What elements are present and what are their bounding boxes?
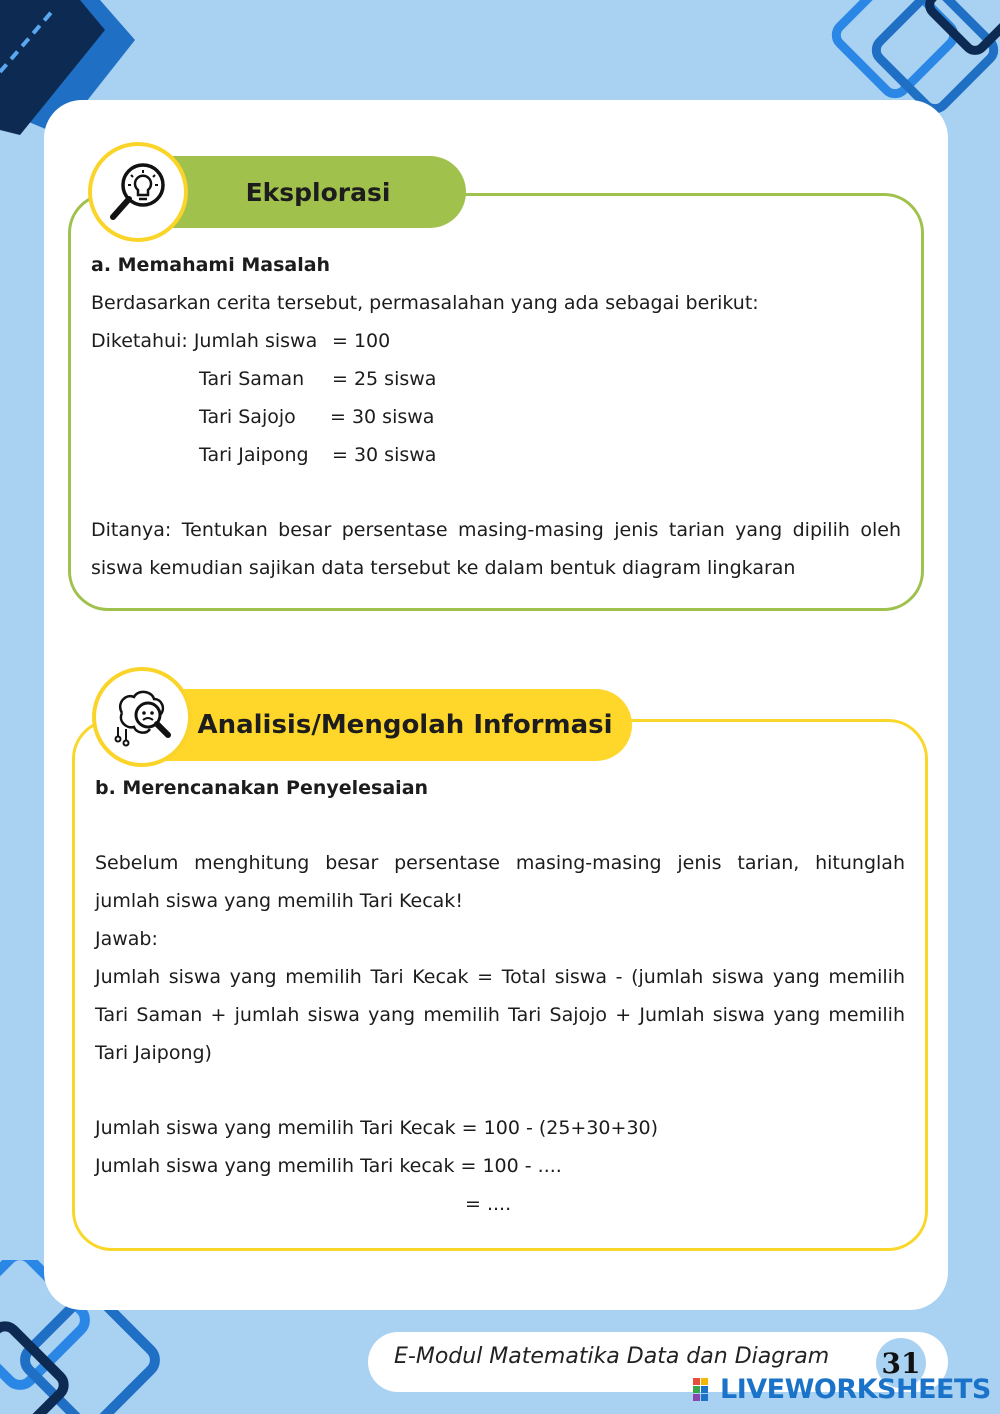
watermark-text: LIVEWORKSHEETS (720, 1374, 991, 1405)
brain-analysis-icon (92, 667, 192, 767)
known-value: = 100 (332, 330, 391, 352)
question-text: Ditanya: Tentukan besar persentase masing-masing jenis tarian yang dipilih oleh siswa kemudian sajikan data tersebut ke dalam bentuk diagram lingkaran (91, 519, 901, 579)
row-label: Tari Saman (199, 368, 305, 390)
answer-label: Jawab: (95, 928, 158, 950)
known-label: Diketahui: Jumlah siswa (91, 330, 318, 352)
magnifier-lightbulb-icon (88, 142, 188, 242)
watermark (692, 1374, 991, 1405)
row-label: Tari Sajojo (199, 406, 296, 428)
formula-text: Jumlah siswa yang memilih Tari Kecak = Total siswa - (jumlah siswa yang memilih Tari Saman + jumlah siswa yang memilih Tari Sajojo + Jumlah siswa yang memilih Tari Jaipong) (95, 966, 905, 1064)
section-header-label: Eksplorasi (245, 177, 391, 207)
liveworksheets-logo-icon (692, 1377, 718, 1403)
intro-text: Berdasarkan cerita tersebut, permasalahan yang ada sebagai berikut: (91, 292, 759, 314)
row-value: = 25 siswa (332, 368, 437, 390)
instruction-text: Sebelum menghitung besar persentase masing-masing jenis tarian, hitunglah jumlah siswa yang memilih Tari Kecak! (95, 852, 905, 912)
section-header-analisis (150, 689, 632, 761)
calculation-line: Jumlah siswa yang memilih Tari Kecak = 100 - (25+30+30) (95, 1117, 659, 1139)
row-label: Tari Jaipong (199, 444, 309, 466)
row-value: = 30 siswa (330, 406, 435, 428)
row-value: = 30 siswa (332, 444, 437, 466)
subtitle-memahami-masalah: a. Memahami Masalah (91, 254, 331, 276)
result-blank[interactable]: = .... (465, 1193, 512, 1215)
calculation-line: Jumlah siswa yang memilih Tari kecak = 100 - .... (95, 1155, 562, 1177)
subtitle-merencanakan: b. Merencanakan Penyelesaian (95, 777, 429, 799)
section-header-eksplorasi (150, 156, 466, 228)
footer-title: E-Modul Matematika Data dan Diagram (394, 1344, 830, 1369)
page-number: 31 (876, 1338, 926, 1388)
section-header-label: Analisis/Mengolah Informasi (197, 710, 613, 740)
